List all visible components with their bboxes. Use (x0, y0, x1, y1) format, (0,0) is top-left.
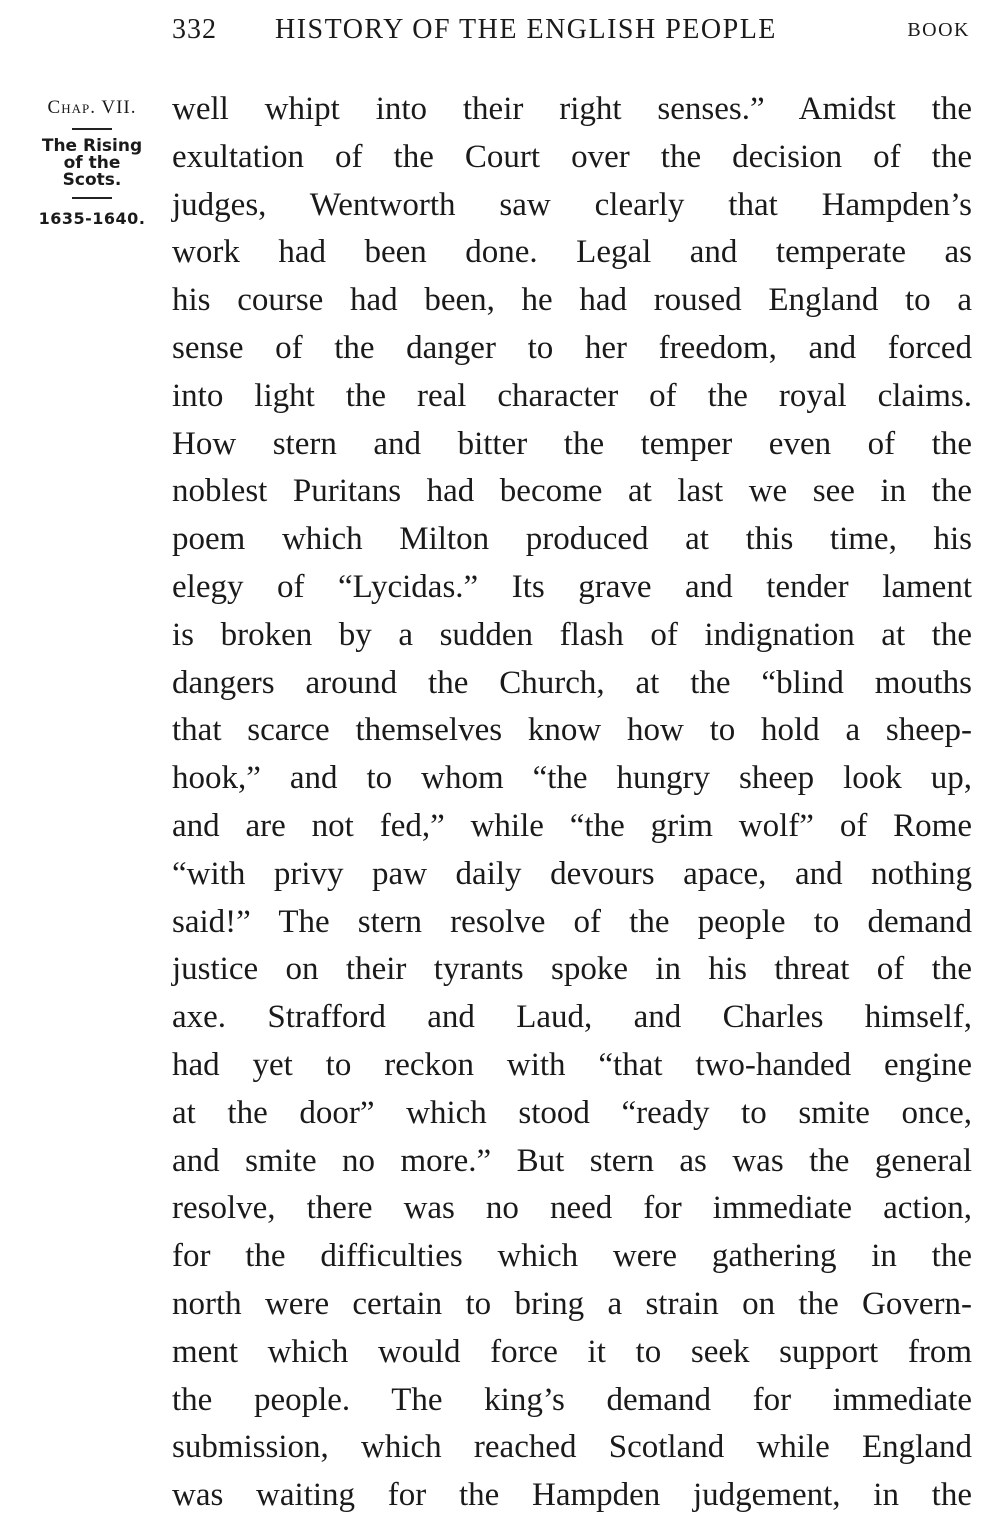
text-line: had yet to reckon with “that two-handed engine (172, 1046, 972, 1083)
text-line: at the door” which stood “ready to smite once, (172, 1094, 972, 1131)
text-line: hook,” and to whom “the hungry sheep look up, (172, 760, 972, 797)
margin-topic (22, 130, 162, 197)
text-line: “with privy paw daily devours apace, and nothing (172, 855, 972, 892)
text-line: that scarce themselves know how to hold a sheep- (172, 712, 972, 749)
running-section: BOOK (907, 19, 970, 41)
text-line: sense of the danger to her freedom, and forced (172, 329, 972, 366)
margin-topic-line: The Rising (41, 136, 143, 156)
body-text (172, 86, 972, 1520)
text-line: poem which Milton produced at this time, his (172, 521, 972, 558)
margin-topic-line: of the (63, 153, 121, 173)
text-line: resolve, there was no need for immediate action, (172, 1190, 972, 1227)
text-line: work had been done. Legal and temperate as (172, 234, 972, 271)
running-head (172, 14, 972, 54)
chapter-label-text: Chap. VII. (47, 97, 137, 118)
text-line: exultation of the Court over the decision of the (172, 138, 972, 175)
chapter-label (22, 88, 162, 128)
text-line: axe. Strafford and Laud, and Charles himself, (172, 999, 972, 1036)
text-line: north were certain to bring a strain on the Govern- (172, 1285, 972, 1322)
page-number: 332 (172, 14, 217, 45)
text-line: ment which would force it to seek support from (172, 1333, 972, 1370)
text-line: judges, Wentworth saw clearly that Hampden’s (172, 186, 972, 223)
text-line: How stern and bitter the temper even of the (172, 425, 972, 462)
margin-notes (22, 88, 162, 235)
text-line: elegy of “Lycidas.” Its grave and tender lament (172, 568, 972, 605)
text-line: and are not fed,” while “the grim wolf” of Rome (172, 807, 972, 844)
text-line: his course had been, he had roused England to a (172, 282, 972, 319)
text-line: was waiting for the Hampden judgement, in the (172, 1477, 972, 1514)
text-line: submission, which reached Scotland while England (172, 1429, 972, 1466)
text-line: for the difficulties which were gathering in the (172, 1238, 972, 1275)
text-line: noblest Puritans had become at last we see in the (172, 473, 972, 510)
text-line: justice on their tyrants spoke in his threat of the (172, 951, 972, 988)
text-line: dangers around the Church, at the “blind mouths (172, 664, 972, 701)
running-title: HISTORY OF THE ENGLISH PEOPLE (275, 14, 777, 45)
text-line: into light the real character of the royal claims. (172, 377, 972, 414)
margin-topic-line: Scots. (62, 170, 122, 190)
text-line: said!” The stern resolve of the people to demand (172, 903, 972, 940)
text-line: well whipt into their right senses.” Amidst the (172, 91, 972, 127)
text-line: the people. The king’s demand for immediate (172, 1381, 972, 1418)
text-line: is broken by a sudden flash of indignation at the (172, 616, 972, 653)
margin-dates: 1635-1640. (38, 209, 146, 228)
text-line: and smite no more.” But stern as was the general (172, 1142, 972, 1179)
